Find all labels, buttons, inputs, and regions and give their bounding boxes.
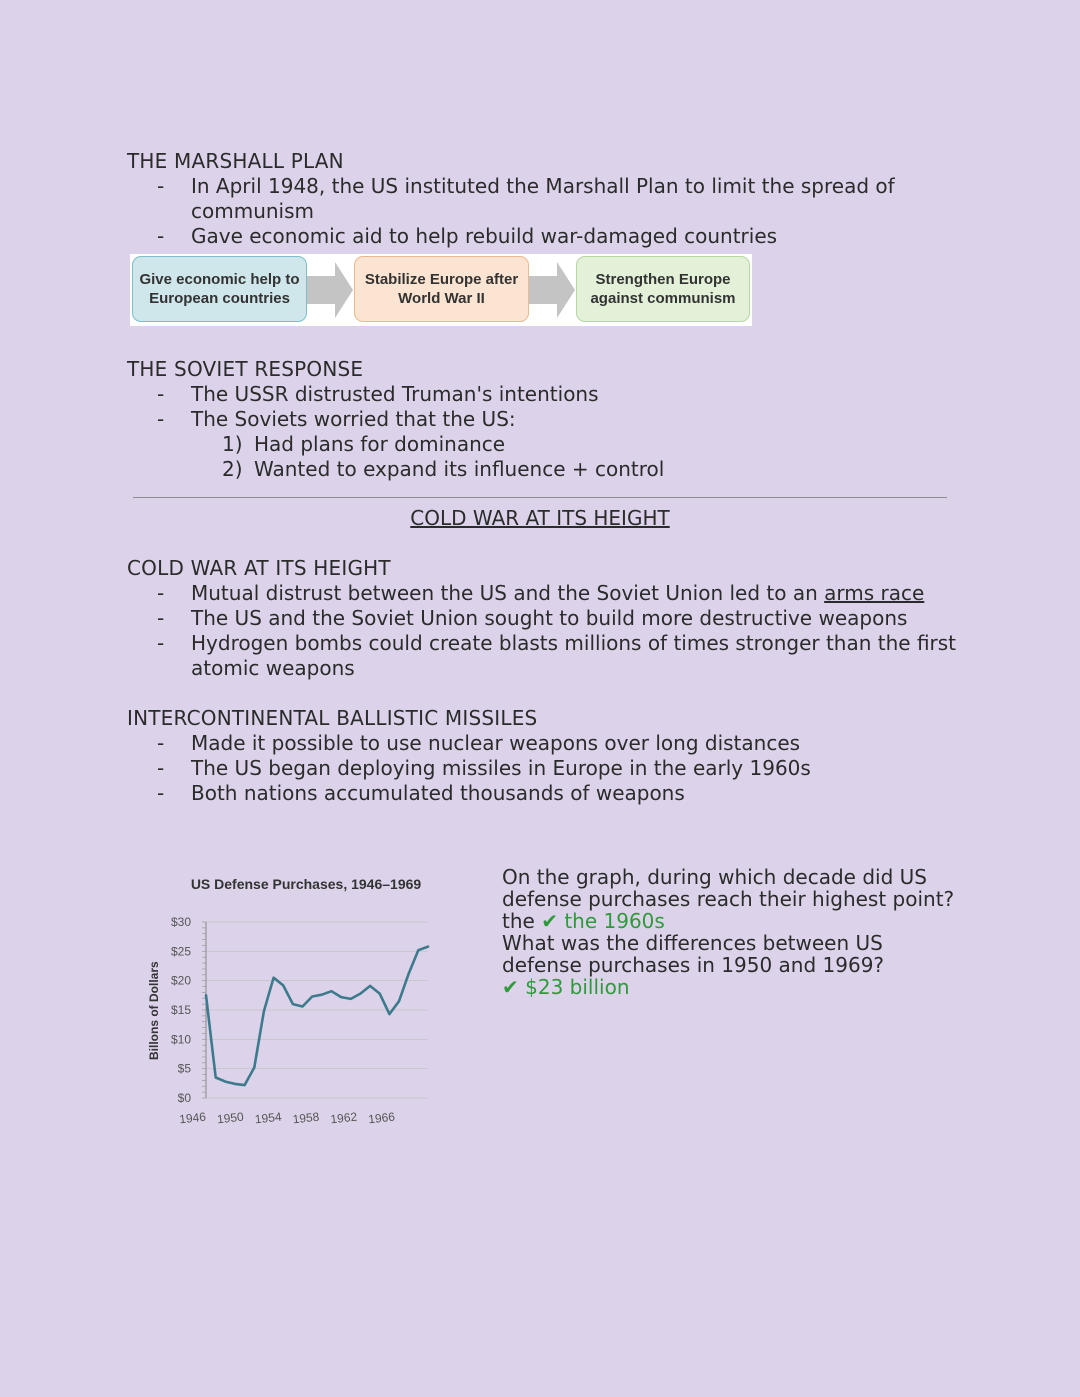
icbm-section bbox=[127, 706, 957, 806]
answer-text: $23 billion bbox=[525, 975, 630, 999]
list-item: - Made it possible to use nuclear weapons over long distances bbox=[127, 731, 957, 756]
y-tick-label: $25 bbox=[170, 944, 191, 959]
y-tick-label: $5 bbox=[177, 1061, 191, 1076]
series-line bbox=[206, 947, 428, 1086]
bullet-list bbox=[127, 731, 957, 806]
bullet-list bbox=[127, 174, 957, 249]
item-number: 1) bbox=[222, 432, 243, 456]
x-tick-label: 1962 bbox=[329, 1109, 358, 1127]
item-text: Had plans for dominance bbox=[254, 432, 506, 456]
list-item: - The USSR distrusted Truman's intentions bbox=[127, 382, 957, 407]
question-2: What was the differences between US defense purchases in 1950 and 1969? bbox=[502, 931, 885, 977]
x-tick-label: 1958 bbox=[291, 1109, 320, 1127]
list-item: - The US and the Soviet Union sought to build more destructive weapons bbox=[127, 606, 957, 631]
list-item bbox=[127, 581, 957, 606]
item-text: Wanted to expand its influence + control bbox=[254, 457, 665, 481]
question-answer-block bbox=[502, 866, 962, 998]
numbered-list bbox=[127, 432, 957, 482]
list-item: - The Soviets worried that the US: bbox=[127, 407, 957, 432]
section-heading: THE MARSHALL PLAN bbox=[127, 149, 344, 173]
section-heading: THE SOVIET RESPONSE bbox=[127, 357, 364, 381]
y-tick-label: $15 bbox=[170, 1003, 191, 1017]
x-tick-label: 1950 bbox=[216, 1109, 245, 1127]
flow-box-economic-help: Give economic help to European countries bbox=[132, 256, 307, 322]
bullet-list bbox=[127, 581, 957, 681]
y-tick-label: $20 bbox=[170, 973, 191, 988]
cold-war-height-section bbox=[127, 556, 957, 681]
y-tick-label: $0 bbox=[177, 1091, 191, 1105]
marshall-plan-section bbox=[127, 149, 957, 249]
list-item: - In April 1948, the US instituted the Marshall Plan to limit the spread of communism bbox=[127, 174, 957, 224]
answer-text: the 1960s bbox=[564, 909, 665, 933]
divider bbox=[133, 497, 947, 498]
item-number: 2) bbox=[222, 457, 243, 481]
y-axis-label: Billons of Dollars bbox=[147, 961, 161, 1060]
y-tick-label: $10 bbox=[170, 1032, 191, 1047]
check-icon: ✔ bbox=[541, 909, 558, 933]
y-tick-label: $30 bbox=[170, 915, 191, 929]
x-tick-label: 1966 bbox=[367, 1109, 396, 1127]
page-title: COLD WAR AT ITS HEIGHT bbox=[410, 506, 670, 530]
list-item: - Gave economic aid to help rebuild war-damaged countries bbox=[127, 224, 957, 249]
list-item bbox=[127, 432, 957, 457]
flow-box-strengthen-europe: Strengthen Europe against communism bbox=[576, 256, 750, 322]
arrow-right-icon bbox=[529, 260, 576, 320]
question-1: On the graph, during which decade did US defense purchases reach their highest point? bbox=[502, 865, 955, 911]
flow-diagram bbox=[130, 254, 752, 326]
section-heading: INTERCONTINENTAL BALLISTIC MISSILES bbox=[127, 706, 538, 730]
answer-1 bbox=[502, 910, 962, 932]
soviet-response-section bbox=[127, 357, 957, 482]
arms-race-term: arms race bbox=[824, 581, 925, 605]
list-item bbox=[127, 457, 957, 482]
chart-title: US Defense Purchases, 1946–1969 bbox=[190, 876, 422, 892]
check-icon: ✔ bbox=[502, 975, 519, 999]
list-item: - Both nations accumulated thousands of weapons bbox=[127, 781, 957, 806]
x-tick-label: 1946 bbox=[178, 1109, 207, 1127]
flow-box-stabilize-europe: Stabilize Europe after World War II bbox=[354, 256, 529, 322]
answer-prefix: the bbox=[502, 909, 535, 933]
arrow-right-icon bbox=[307, 260, 354, 320]
answer-2 bbox=[502, 976, 962, 998]
list-item: - The US began deploying missiles in Europe in the early 1960s bbox=[127, 756, 957, 781]
item-text: Mutual distrust between the US and the Soviet Union led to an bbox=[191, 581, 825, 605]
bullet-list bbox=[127, 382, 957, 432]
list-item: - Hydrogen bombs could create blasts millions of times stronger than the first atomic weapons bbox=[127, 631, 957, 681]
defense-purchases-chart bbox=[140, 905, 440, 1140]
x-tick-label: 1954 bbox=[254, 1109, 283, 1127]
section-heading: COLD WAR AT ITS HEIGHT bbox=[127, 556, 391, 580]
